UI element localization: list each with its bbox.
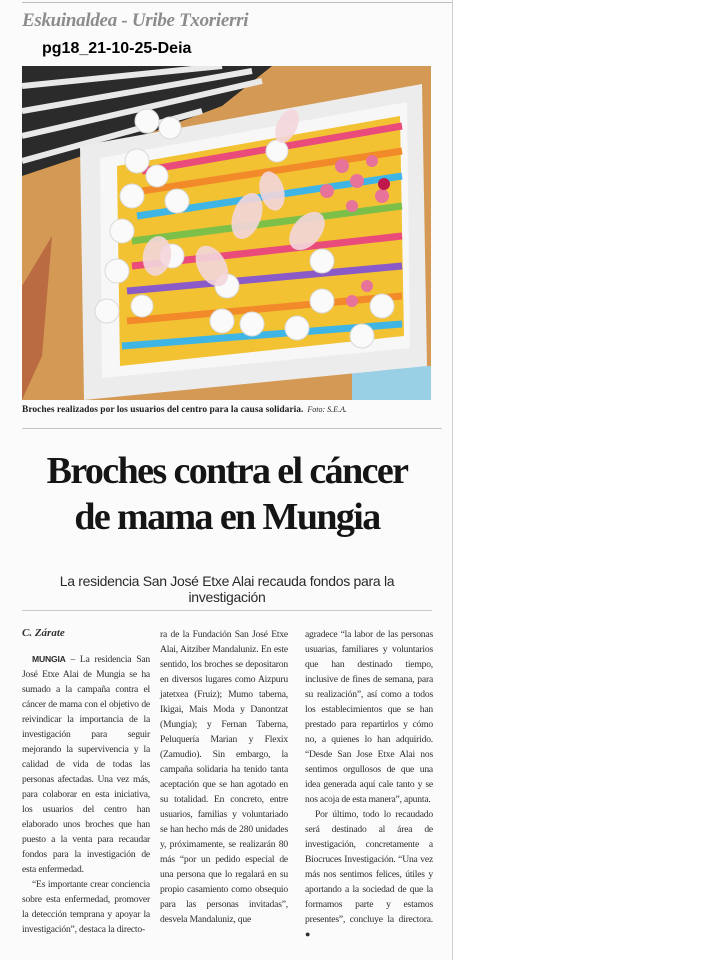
top-rule <box>22 2 452 3</box>
lead-word: MUNGIA <box>32 654 66 664</box>
headline-line-1: Broches contra el cáncer <box>46 450 408 492</box>
section-header: Eskuinaldea - Uribe Txorierri <box>22 10 249 31</box>
photo-caption <box>22 405 442 415</box>
caption-text: Broches realizados por los usuarios del centro para la causa solidaria. <box>22 405 304 415</box>
end-mark-icon: ● <box>305 929 311 939</box>
column-3-paragraph-1: agradece “la labor de las personas usuarias, familiares y voluntarios que han destinado tiempo, inclusive de fines de semana, para su realización”, así como a todos los establecimientos que se han prestado para repartirlos y cómo no, a quienes lo han adquirido. “Desde San Jose Etxe Alai nos sentimos orgullosos de que una idea generada aquí cale tanto y se nos acoja de esta manera”, apunta. <box>305 629 433 805</box>
headline-line-2: de mama en Mungia <box>74 496 380 538</box>
column-3-body-2: Por último, todo lo recaudado será destinado al área de investigación, concretamente a Biocruces Investigación. “Una vez más nos sentimos felices, útiles y aportando a la sociedad de que la formamos parte y estamos presentes”, concluye la directora. <box>305 809 433 925</box>
subhead-divider <box>22 610 432 611</box>
article-byline: C. Zárate <box>22 627 65 639</box>
article-photo <box>22 66 431 400</box>
column-1-paragraph-1 <box>22 652 150 877</box>
column-2-body: ra de la Fundación San José Etxe Alai, Aitziber Mandaluniz. En este sentido, los broches se depositaron en diversos lugares como Aizpuru jatetxea (Fruiz); Mumo taberna, Ikigai, Mais Moda y Danontzat (Mungia); y Fernan Taberna, Peluquería Marian y Flexix (Zamudio). Sin embargo, la campaña solidaria ha tenido tanta aceptación que se han agotado en su totalidad. En concreto, entre usuarios, familias y voluntariado se han hecho más de 280 unidades y, próximamente, se realizarán 80 más “por un pedido especial de una persona que lo regalará en su propio casamiento como obsequio para las personas invitadas”, desvela Mandaluniz, que <box>160 629 288 925</box>
clipping-id-label: pg18_21-10-25-Deia <box>42 40 192 57</box>
article-subhead: La residencia San José Etxe Alai recauda fondos para la investigación <box>59 573 395 605</box>
article-column-2 <box>160 627 288 927</box>
column-1-body: – La residencia San José Etxe Alai de Mungia se ha sumado a la campaña contra el cáncer de mama con el objetivo de reivindicar la importancia de la investigación para seguir mejorando la supervivencia y la calidad de vida de todas las personas afectadas. Una vez más, para colaborar en esta iniciativa, los usuarios del centro han elaborado unos broches que han puesto a la venta para recaudar fondos para la investigación de esta enfermedad. <box>22 654 150 875</box>
article-headline <box>22 448 432 540</box>
photo-credit: Foto: S.E.A. <box>307 405 347 414</box>
column-3-paragraph-2 <box>305 807 433 942</box>
article-column-3 <box>305 627 433 942</box>
photo-brooches-tray-image <box>22 66 431 400</box>
article-column-1 <box>22 652 150 937</box>
column-1-paragraph-2: “Es importante crear conciencia sobre esta enfermedad, promover la detección temprana y apoyar la investigación”, destaca la directo- <box>22 879 150 935</box>
caption-divider <box>22 428 442 429</box>
